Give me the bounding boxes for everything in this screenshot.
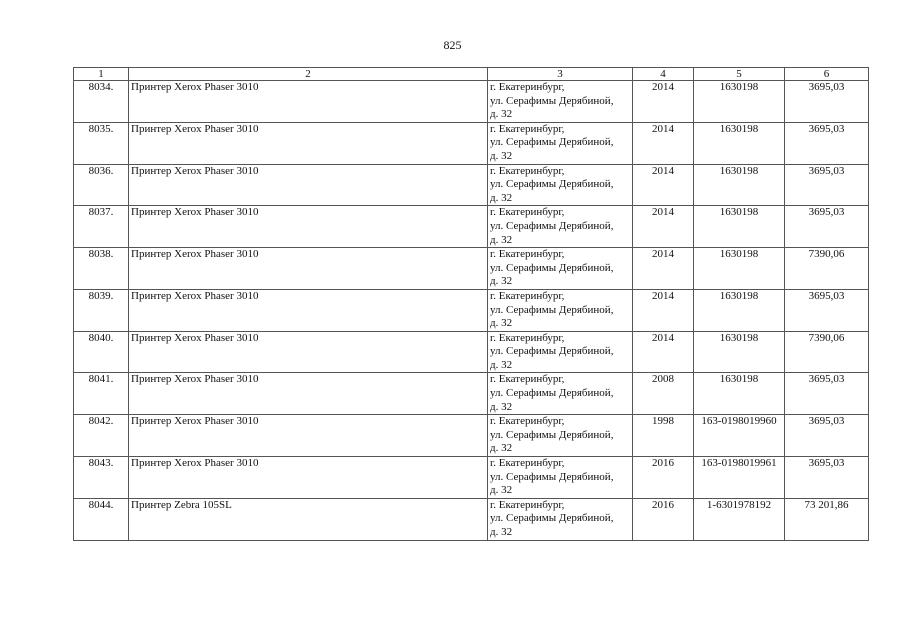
year: 2014 [633,331,694,373]
inventory-number: 1630198 [694,248,785,290]
page-number: 825 [443,38,462,52]
item-name: Принтер Xerox Phaser 3010 [129,206,488,248]
year: 2008 [633,373,694,415]
address-line: д. 32 [490,358,513,371]
row-number: 8040. [74,331,129,373]
cost: 3695,03 [785,457,869,499]
inventory-number: 1630198 [694,206,785,248]
inventory-number: 1630198 [694,81,785,123]
address-line: д. 32 [490,149,513,162]
address-cell [488,415,633,457]
inventory-number: 1-6301978192 [694,498,785,540]
cost: 3695,03 [785,415,869,457]
address-line: г. Екатеринбург, [490,289,565,302]
item-name: Принтер Zebra 105SL [129,498,488,540]
inventory-number: 1630198 [694,373,785,415]
inventory-number: 1630198 [694,122,785,164]
header-row [74,68,869,81]
address-line: ул. Серафимы Дерябиной, [490,219,614,232]
table-row [74,81,869,123]
address-line: д. 32 [490,484,513,497]
address-line: ул. Серафимы Дерябиной, [490,428,614,441]
cost: 3695,03 [785,164,869,206]
address-line: ул. Серафимы Дерябиной, [490,470,614,483]
address-line: д. 32 [490,108,513,121]
address-cell [488,164,633,206]
cost: 3695,03 [785,206,869,248]
year: 1998 [633,415,694,457]
year: 2014 [633,206,694,248]
address-line: ул. Серафимы Дерябиной, [490,303,614,316]
address-cell [488,498,633,540]
address-line: д. 32 [490,191,513,204]
address-line: г. Екатеринбург, [490,457,565,470]
item-name: Принтер Xerox Phaser 3010 [129,457,488,499]
row-number: 8039. [74,289,129,331]
row-number: 8037. [74,206,129,248]
table-row [74,122,869,164]
item-name: Принтер Xerox Phaser 3010 [129,331,488,373]
address-line: г. Екатеринбург, [490,415,565,428]
column-header: 6 [785,68,869,81]
address-line: г. Екатеринбург, [490,331,565,344]
item-name: Принтер Xerox Phaser 3010 [129,289,488,331]
address-line: д. 32 [490,317,513,330]
inventory-number: 163-0198019960 [694,415,785,457]
address-line: ул. Серафимы Дерябиной, [490,94,614,107]
address-line: ул. Серафимы Дерябиной, [490,178,614,191]
address-line: г. Екатеринбург, [490,373,565,386]
cost: 7390,06 [785,248,869,290]
row-number: 8043. [74,457,129,499]
address-line: ул. Серафимы Дерябиной, [490,261,614,274]
inventory-number: 163-0198019961 [694,457,785,499]
column-header: 5 [694,68,785,81]
row-number: 8042. [74,415,129,457]
address-line: ул. Серафимы Дерябиной, [490,512,614,525]
address-cell [488,457,633,499]
inventory-number: 1630198 [694,164,785,206]
address-line: д. 32 [490,400,513,413]
row-number: 8041. [74,373,129,415]
address-line: ул. Серафимы Дерябиной, [490,387,614,400]
item-name: Принтер Xerox Phaser 3010 [129,122,488,164]
row-number: 8038. [74,248,129,290]
address-line: д. 32 [490,275,513,288]
item-name: Принтер Xerox Phaser 3010 [129,164,488,206]
table-row [74,415,869,457]
address-line: г. Екатеринбург, [490,122,565,135]
table-row [74,457,869,499]
item-name: Принтер Xerox Phaser 3010 [129,415,488,457]
item-name: Принтер Xerox Phaser 3010 [129,248,488,290]
address-line: г. Екатеринбург, [490,81,565,93]
cost: 3695,03 [785,289,869,331]
address-cell [488,81,633,123]
cost: 73 201,86 [785,498,869,540]
row-number: 8035. [74,122,129,164]
address-line: д. 32 [490,442,513,455]
row-number: 8034. [74,81,129,123]
column-header: 4 [633,68,694,81]
cost: 3695,03 [785,373,869,415]
inventory-number: 1630198 [694,331,785,373]
year: 2014 [633,248,694,290]
row-number: 8044. [74,498,129,540]
address-cell [488,331,633,373]
item-name: Принтер Xerox Phaser 3010 [129,81,488,123]
table-row [74,373,869,415]
address-cell [488,289,633,331]
year: 2014 [633,289,694,331]
table-row [74,498,869,540]
item-name: Принтер Xerox Phaser 3010 [129,373,488,415]
address-line: д. 32 [490,526,513,538]
address-cell [488,373,633,415]
address-line: д. 32 [490,233,513,246]
inventory-table [73,67,869,541]
address-line: г. Екатеринбург, [490,248,565,261]
column-header: 1 [74,68,129,81]
address-line: г. Екатеринбург, [490,206,565,219]
cost: 7390,06 [785,331,869,373]
year: 2014 [633,81,694,123]
address-cell [488,122,633,164]
cost: 3695,03 [785,122,869,164]
address-line: г. Екатеринбург, [490,498,565,511]
table-row [74,164,869,206]
address-line: ул. Серафимы Дерябиной, [490,345,614,358]
address-line: г. Екатеринбург, [490,164,565,177]
address-line: ул. Серафимы Дерябиной, [490,136,614,149]
year: 2016 [633,498,694,540]
row-number: 8036. [74,164,129,206]
year: 2016 [633,457,694,499]
year: 2014 [633,122,694,164]
column-header: 3 [488,68,633,81]
table-row [74,289,869,331]
year: 2014 [633,164,694,206]
column-header: 2 [129,68,488,81]
address-cell [488,206,633,248]
cost: 3695,03 [785,81,869,123]
table-row [74,331,869,373]
inventory-number: 1630198 [694,289,785,331]
table-row [74,206,869,248]
address-cell [488,248,633,290]
table-row [74,248,869,290]
